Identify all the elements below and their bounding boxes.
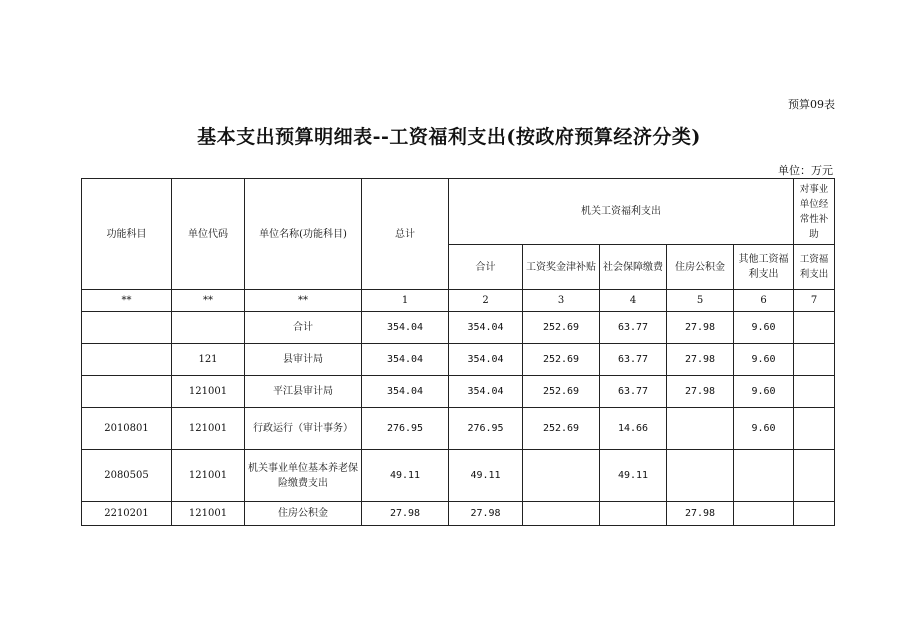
cell-other: 9.60 bbox=[734, 312, 794, 344]
cell-social: 63.77 bbox=[600, 312, 667, 344]
cell-other: 9.60 bbox=[734, 344, 794, 376]
cell-welfare bbox=[794, 312, 835, 344]
cell-welfare bbox=[794, 376, 835, 408]
cell-sub-total: 354.04 bbox=[449, 312, 523, 344]
cell-housing bbox=[667, 450, 734, 502]
cell-welfare bbox=[794, 408, 835, 450]
cell-unit-code: 121 bbox=[172, 344, 245, 376]
cell-other bbox=[734, 502, 794, 526]
header-sub-social: 社会保障缴费 bbox=[600, 245, 667, 290]
table-row bbox=[82, 344, 835, 376]
header-sub-housing: 住房公积金 bbox=[667, 245, 734, 290]
cell-func-subject bbox=[82, 376, 172, 408]
index-cell: ** bbox=[172, 290, 245, 312]
unit-label: 单位：万元 bbox=[778, 164, 833, 177]
index-cell: ** bbox=[82, 290, 172, 312]
cell-sub-total: 27.98 bbox=[449, 502, 523, 526]
cell-welfare bbox=[794, 344, 835, 376]
header-total: 总计 bbox=[362, 179, 449, 290]
header-unit-name: 单位名称(功能科目) bbox=[245, 179, 362, 290]
cell-other: 9.60 bbox=[734, 408, 794, 450]
cell-func-subject: 2010801 bbox=[82, 408, 172, 450]
header-agency-group: 机关工资福利支出 bbox=[449, 179, 794, 245]
table-row bbox=[82, 312, 835, 344]
cell-unit-name: 合计 bbox=[245, 312, 362, 344]
index-cell: 4 bbox=[600, 290, 667, 312]
cell-func-subject bbox=[82, 312, 172, 344]
cell-unit-name: 行政运行（审计事务） bbox=[245, 408, 362, 450]
index-row bbox=[82, 290, 835, 312]
cell-housing: 27.98 bbox=[667, 502, 734, 526]
cell-welfare bbox=[794, 502, 835, 526]
cell-total: 354.04 bbox=[362, 312, 449, 344]
cell-func-subject: 2080505 bbox=[82, 450, 172, 502]
index-cell: 7 bbox=[794, 290, 835, 312]
cell-unit-name: 县审计局 bbox=[245, 344, 362, 376]
cell-unit-code bbox=[172, 312, 245, 344]
cell-unit-name: 平江县审计局 bbox=[245, 376, 362, 408]
cell-unit-name: 住房公积金 bbox=[245, 502, 362, 526]
cell-social: 63.77 bbox=[600, 376, 667, 408]
cell-social: 63.77 bbox=[600, 344, 667, 376]
cell-salary: 252.69 bbox=[523, 312, 600, 344]
index-cell: 3 bbox=[523, 290, 600, 312]
cell-social bbox=[600, 502, 667, 526]
cell-unit-code: 121001 bbox=[172, 408, 245, 450]
page-title: 基本支出预算明细表--工资福利支出(按政府预算经济分类) bbox=[197, 126, 701, 148]
header-sub-other: 其他工资福利支出 bbox=[734, 245, 794, 290]
cell-total: 354.04 bbox=[362, 376, 449, 408]
cell-welfare bbox=[794, 450, 835, 502]
table-row bbox=[82, 450, 835, 502]
cell-salary: 252.69 bbox=[523, 408, 600, 450]
index-cell: ** bbox=[245, 290, 362, 312]
cell-housing: 27.98 bbox=[667, 344, 734, 376]
index-cell: 6 bbox=[734, 290, 794, 312]
cell-salary: 252.69 bbox=[523, 376, 600, 408]
cell-unit-code: 121001 bbox=[172, 502, 245, 526]
cell-sub-total: 276.95 bbox=[449, 408, 523, 450]
header-unit-code: 单位代码 bbox=[172, 179, 245, 290]
cell-total: 49.11 bbox=[362, 450, 449, 502]
cell-housing bbox=[667, 408, 734, 450]
table-row bbox=[82, 502, 835, 526]
budget-table bbox=[81, 178, 835, 526]
cell-func-subject: 2210201 bbox=[82, 502, 172, 526]
table-row bbox=[82, 408, 835, 450]
cell-unit-name: 机关事业单位基本养老保险缴费支出 bbox=[245, 450, 362, 502]
cell-social: 49.11 bbox=[600, 450, 667, 502]
cell-unit-code: 121001 bbox=[172, 450, 245, 502]
header-sub-total: 合计 bbox=[449, 245, 523, 290]
header-row-1 bbox=[82, 179, 835, 245]
cell-salary bbox=[523, 502, 600, 526]
cell-sub-total: 354.04 bbox=[449, 376, 523, 408]
cell-housing: 27.98 bbox=[667, 376, 734, 408]
cell-unit-code: 121001 bbox=[172, 376, 245, 408]
header-subsidy-group: 对事业单位经常性补助 bbox=[794, 179, 835, 245]
form-number: 预算09表 bbox=[788, 98, 835, 111]
table-row bbox=[82, 376, 835, 408]
index-cell: 5 bbox=[667, 290, 734, 312]
cell-salary: 252.69 bbox=[523, 344, 600, 376]
header-sub-salary: 工资奖金津补贴 bbox=[523, 245, 600, 290]
cell-housing: 27.98 bbox=[667, 312, 734, 344]
header-sub-welfare: 工资福利支出 bbox=[794, 245, 835, 290]
cell-social: 14.66 bbox=[600, 408, 667, 450]
cell-sub-total: 354.04 bbox=[449, 344, 523, 376]
cell-func-subject bbox=[82, 344, 172, 376]
cell-other bbox=[734, 450, 794, 502]
index-cell: 1 bbox=[362, 290, 449, 312]
cell-salary bbox=[523, 450, 600, 502]
index-cell: 2 bbox=[449, 290, 523, 312]
cell-sub-total: 49.11 bbox=[449, 450, 523, 502]
header-func-subject: 功能科目 bbox=[82, 179, 172, 290]
cell-total: 354.04 bbox=[362, 344, 449, 376]
cell-total: 27.98 bbox=[362, 502, 449, 526]
cell-total: 276.95 bbox=[362, 408, 449, 450]
cell-other: 9.60 bbox=[734, 376, 794, 408]
